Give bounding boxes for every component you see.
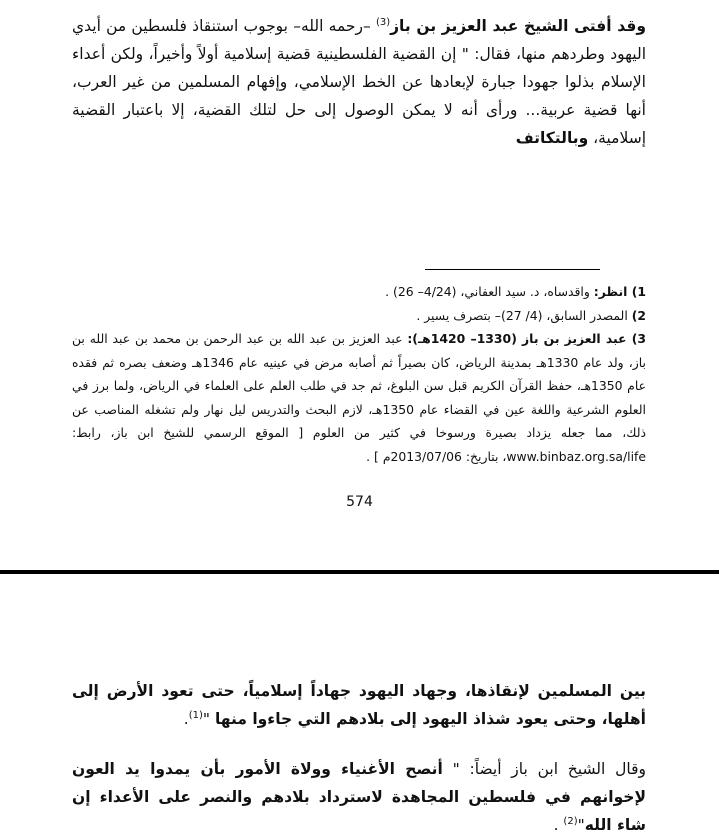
paragraph-2-quote-end: " <box>577 816 585 834</box>
footnote-2-text: المصدر السابق، (4/ 27)– بتصرف يسير . <box>416 307 632 323</box>
footnote-2 <box>72 304 646 328</box>
footnote-3-date: ، بتاريخ: 2013/07/06م ] . <box>366 448 507 464</box>
paragraph-1 <box>72 677 646 733</box>
fatwa-intro: وقد أفتى الشيخ عبد العزيز بن باز <box>390 17 646 35</box>
footnote-ref-2[interactable]: (2) <box>563 815 578 827</box>
footnote-3-heading: 3) عبد العزيز بن باز (1330– 1420هـ): <box>407 331 647 346</box>
paragraph-1-quote-end: " <box>202 710 215 728</box>
footnote-1-text: واقدساه، د. سيد العفاني، (4/24– 26) . <box>385 284 594 299</box>
footnote-1 <box>72 280 646 304</box>
paragraph-2 <box>72 755 646 839</box>
main-paragraph <box>72 12 646 152</box>
next-page <box>0 577 719 834</box>
footnote-3 <box>72 327 646 468</box>
paragraph-1-period: . <box>183 710 189 728</box>
footnote-ref-1[interactable]: (1) <box>188 709 203 721</box>
footnote-ref-3[interactable]: (3) <box>375 16 391 28</box>
footnotes <box>72 280 646 468</box>
footnote-3-text: عبد العزيز بن عبد الله بن عبد الرحمن بن محمد بن عبد الله بن باز، ولد عام 1330هـ بمدينة الرياض، كان بصيراً ثم أصابه مرض في عينيه عام 1346هـ وضعف بصره ثم فقده عام 1350هـ، حفظ القرآن الكريم قبل سن البلوغ، ثم جد في طلب العلم على العلماء في الرياض، ولما برز في العلوم الشرعية واللغة عين في القضاء عام 1350هـ، لازم البحث والتدريس ليل نهار ولم تشغله المناصب عن ذلك، مما جعله يزداد بصيرة ورسوخا في كثير من العلوم [ الموقع الرسمي للشيخ ابن باز، رابط: <box>72 331 647 440</box>
paragraph-2-period: . <box>553 816 564 834</box>
footnote-separator <box>425 269 600 270</box>
footnote-3-url[interactable]: www.binbaz.org.sa/life <box>506 448 646 464</box>
continued-word: وبالتكاتف <box>515 129 589 147</box>
footnote-1-number: 1) انظر: <box>593 284 646 299</box>
page-number: 574 <box>346 494 373 510</box>
paragraph-2-bold: أنصح الأغنياء وولاة الأمور بأن يمدوا يد العون لإخوانهم في فلسطين المجاهدة لاسترداد بلادهم والنصر على الأعداء إن شاء الله <box>72 760 646 834</box>
paragraph-1-bold: بين المسلمين لإنقاذها، وجهاد اليهود جهاداً إسلامياً، حتى تعود الأرض إلى أهلها، وحتى يعود شذاذ اليهود إلى بلادهم التي جاءوا منها <box>72 682 646 728</box>
paragraph-2-intro: وقال الشيخ ابن باز أيضاً: " <box>442 760 646 778</box>
footnote-2-number: 2) <box>631 307 646 323</box>
fatwa-quote: –رحمه الله– بوجوب استنقاذ فلسطين من أيدي اليهود وطردهم منها، فقال: " إن القضية الفلسطينية قضية إسلامية أولاً وأخيراً، ولكن أعداء الإسلام بذلوا جهودا جبارة لإبعادها عن الخط الإسلامي، وإفهام المسلمين من غير العرب، أنها قضية عربية... ورأى أنه لا يمكن الوصول إلى حل لتلك القضية، إلا باعتبار القضية إسلامية، <box>72 17 646 147</box>
page-divider <box>0 570 719 574</box>
